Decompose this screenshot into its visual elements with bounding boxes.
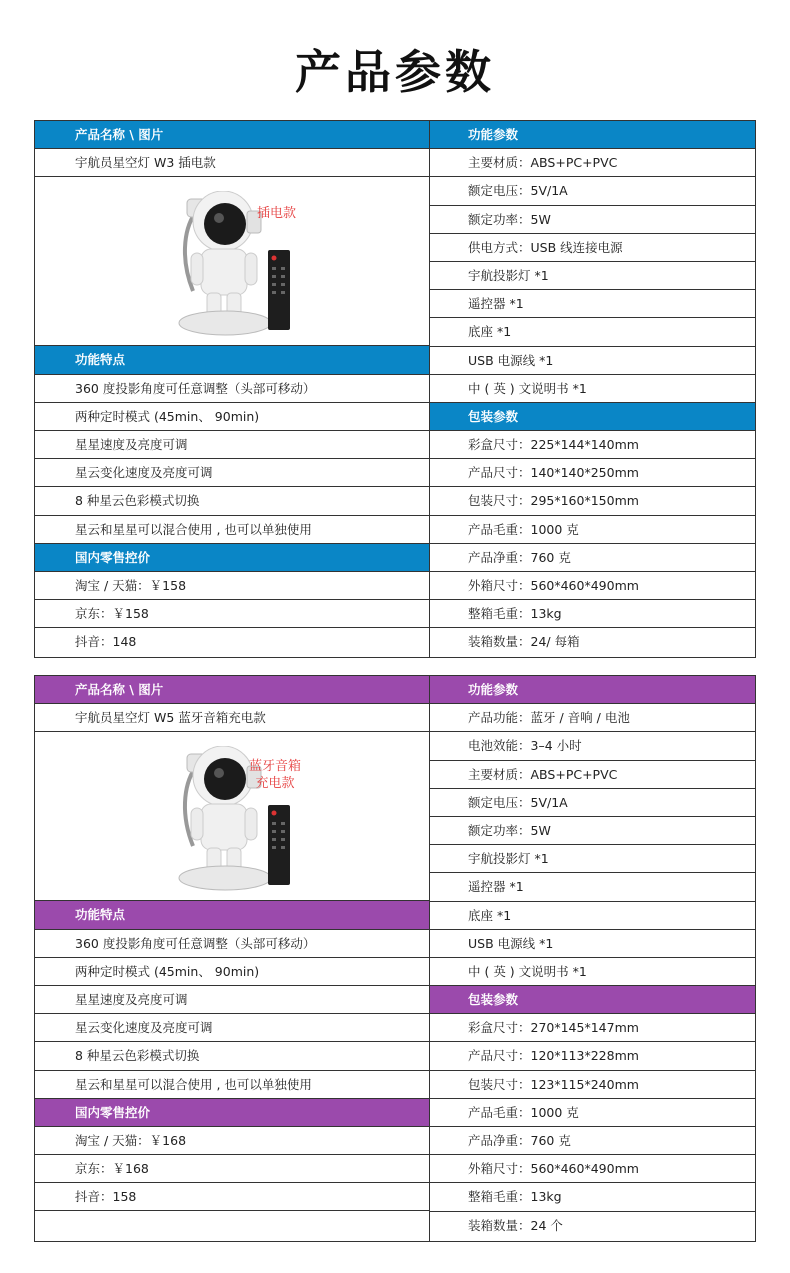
header-retail-price: 国内零售控价: [35, 544, 429, 572]
price-row: 抖音：158: [35, 1183, 429, 1211]
product-table-w3: [34, 120, 756, 658]
variant-tag-line1: 蓝牙音箱: [249, 759, 302, 775]
feature-row: 两种定时模式 (45min、 90min): [35, 403, 429, 431]
page-title: 产品参数: [295, 45, 495, 99]
feature-row: 星云和星星可以混合使用 , 也可以单独使用: [35, 516, 429, 544]
pack-row: 产品尺寸：140*140*250mm: [430, 459, 755, 487]
pack-row: 产品毛重：1000 克: [430, 516, 755, 544]
pack-row: 产品尺寸：120*113*228mm: [430, 1042, 755, 1070]
remote-control-image: [267, 249, 291, 331]
pack-row: 装箱数量：24/ 每箱: [468, 634, 580, 650]
spec-row: 产品功能：蓝牙 / 音响 / 电池: [430, 704, 755, 732]
spec-row: 电池效能：3–4 小时: [430, 732, 755, 760]
remote-control-image: [267, 804, 291, 886]
spec-row: 额定电压：5V/1A: [430, 177, 755, 205]
price-row: 京东：￥158: [35, 600, 429, 628]
pack-row: 彩盒尺寸：270*145*147mm: [430, 1014, 755, 1042]
product-name: 宇航员星空灯 W3 插电款: [35, 149, 429, 177]
header-retail-price: 国内零售控价: [35, 1099, 429, 1127]
spec-row: 额定功率：5W: [430, 206, 755, 234]
right-column: [430, 676, 755, 1241]
spec-row: USB 电源线 *1: [430, 347, 755, 375]
product-image-cell: [35, 177, 429, 346]
spec-row: 遥控器 *1: [430, 290, 755, 318]
header-function-params: 功能参数: [430, 676, 755, 704]
pack-row: 装箱数量：24 个: [468, 1217, 563, 1233]
header-function-params: 功能参数: [430, 121, 755, 149]
feature-row: 8 种星云色彩模式切换: [35, 1042, 429, 1070]
feature-row: 星云变化速度及亮度可调: [35, 1014, 429, 1042]
product-image-cell: [35, 732, 429, 901]
spec-row: 供电方式：USB 线连接电源: [430, 234, 755, 262]
spec-row: 底座 *1: [430, 902, 755, 930]
feature-row: 两种定时模式 (45min、 90min): [35, 958, 429, 986]
pack-row: 外箱尺寸：560*460*490mm: [430, 572, 755, 600]
feature-row: 360 度投影角度可任意调整（头部可移动）: [35, 930, 429, 958]
spec-row: USB 电源线 *1: [430, 930, 755, 958]
feature-row: 星星速度及亮度可调: [35, 986, 429, 1014]
spec-row: 遥控器 *1: [430, 873, 755, 901]
product-name: 宇航员星空灯 W5 蓝牙音箱充电款: [35, 704, 429, 732]
header-product-name: 产品名称 \ 图片: [35, 676, 429, 704]
header-features: 功能特点: [35, 901, 429, 929]
variant-tag: [249, 758, 301, 792]
spec-row: 中 ( 英 ) 文说明书 *1: [430, 958, 755, 986]
pack-row: 外箱尺寸：560*460*490mm: [430, 1155, 755, 1183]
spec-row: 底座 *1: [430, 318, 755, 346]
price-row: 淘宝 / 天猫：￥168: [35, 1127, 429, 1155]
feature-row: 8 种星云色彩模式切换: [35, 487, 429, 515]
pack-row: 整箱毛重：13kg: [430, 600, 755, 628]
header-product-name: 产品名称 \ 图片: [35, 121, 429, 149]
price-row-empty: [35, 1211, 429, 1239]
feature-row: 星云和星星可以混合使用 , 也可以单独使用: [35, 1071, 429, 1099]
header-packaging-params: 包装参数: [430, 986, 755, 1014]
price-row: 京东：￥168: [35, 1155, 429, 1183]
pack-row: 包装尺寸：123*115*240mm: [430, 1071, 755, 1099]
feature-row: 星云变化速度及亮度可调: [35, 459, 429, 487]
price-row: 抖音：148: [75, 634, 137, 650]
spec-row: 额定功率：5W: [430, 817, 755, 845]
pack-row: 整箱毛重：13kg: [430, 1183, 755, 1211]
spec-row: 宇航投影灯 *1: [430, 845, 755, 873]
spec-row: 主要材质：ABS+PC+PVC: [430, 761, 755, 789]
spec-row: 主要材质：ABS+PC+PVC: [430, 149, 755, 177]
right-column: [430, 121, 755, 657]
variant-tag-line2: 充电款: [255, 776, 295, 792]
pack-row: 产品净重：760 克: [430, 1127, 755, 1155]
price-row: 淘宝 / 天猫：￥158: [35, 572, 429, 600]
pack-row: 包装尺寸：295*160*150mm: [430, 487, 755, 515]
left-column: [35, 121, 430, 657]
variant-tag: 插电款: [257, 206, 297, 222]
left-column: [35, 676, 430, 1241]
pack-row: 产品毛重：1000 克: [430, 1099, 755, 1127]
product-table-w5: [34, 675, 756, 1242]
pack-row: 产品净重：760 克: [430, 544, 755, 572]
header-features: 功能特点: [35, 346, 429, 374]
feature-row: 360 度投影角度可任意调整（头部可移动）: [35, 375, 429, 403]
feature-row: 星星速度及亮度可调: [35, 431, 429, 459]
spec-row: 中 ( 英 ) 文说明书 *1: [430, 375, 755, 403]
spec-row: 额定电压：5V/1A: [430, 789, 755, 817]
pack-row: 彩盒尺寸：225*144*140mm: [430, 431, 755, 459]
header-packaging-params: 包装参数: [430, 403, 755, 431]
spec-row: 宇航投影灯 *1: [430, 262, 755, 290]
